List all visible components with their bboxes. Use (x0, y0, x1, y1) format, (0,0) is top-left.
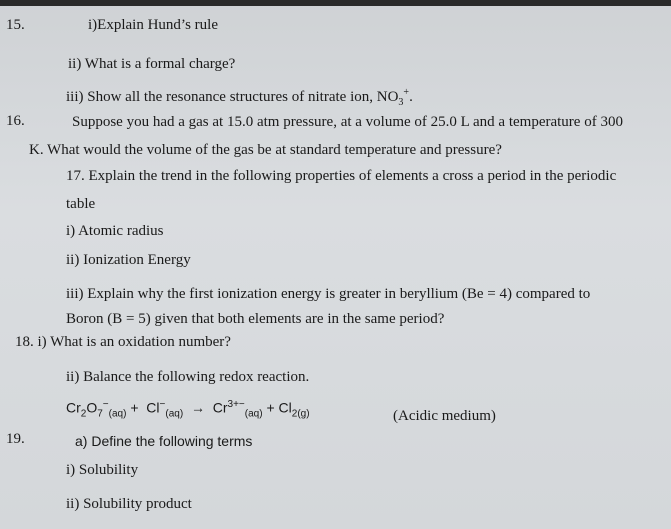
question-16-number: 16. (6, 113, 25, 129)
acidic-medium-note: (Acidic medium) (393, 408, 496, 424)
question-17-line1: 17. Explain the trend in the following properties of elements a cross a period in the periodic (66, 168, 617, 184)
question-19-number: 19. (6, 431, 25, 447)
question-17-part-iii-line2: Boron (B = 5) given that both elements are in the same period? (66, 311, 445, 327)
question-15-part-iii: iii) Show all the resonance structures of nitrate ion, $NO_3^+$. (66, 87, 413, 108)
question-17-part-i: i) Atomic radius (66, 223, 164, 239)
question-16-line1: Suppose you had a gas at 15.0 atm pressure, at a volume of 25.0 L and a temperature of 300 (72, 114, 623, 130)
question-17-part-iii-line1: iii) Explain why the first ionization energy is greater in beryllium (Be = 4) compared to (66, 286, 591, 302)
question-15-part-ii: ii) What is a formal charge? (68, 56, 236, 72)
question-15-part-i: i)Explain Hund’s rule (88, 17, 218, 33)
question-18-part-i: 18. i) What is an oxidation number? (15, 334, 231, 350)
photo-top-edge (0, 0, 671, 6)
question-17-part-ii: ii) Ionization Energy (66, 252, 191, 268)
question-16-line2: K. What would the volume of the gas be at standard temperature and pressure? (29, 142, 502, 158)
question-18-part-ii: ii) Balance the following redox reaction. (66, 369, 310, 385)
question-15-number: 15. (6, 17, 25, 33)
redox-equation: $Cr_2O_7^-_{(aq)} + Cl^-_{(aq)} \to Cr^{3+-}_{(aq)} + Cl_{2(g)}$ (66, 399, 310, 420)
question-19-part-ii: ii) Solubility product (66, 496, 192, 512)
question-19-part-i: i) Solubility (66, 462, 139, 478)
question-17-line2: table (66, 196, 96, 212)
question-19-part-a: a) Define the following terms (75, 433, 253, 449)
